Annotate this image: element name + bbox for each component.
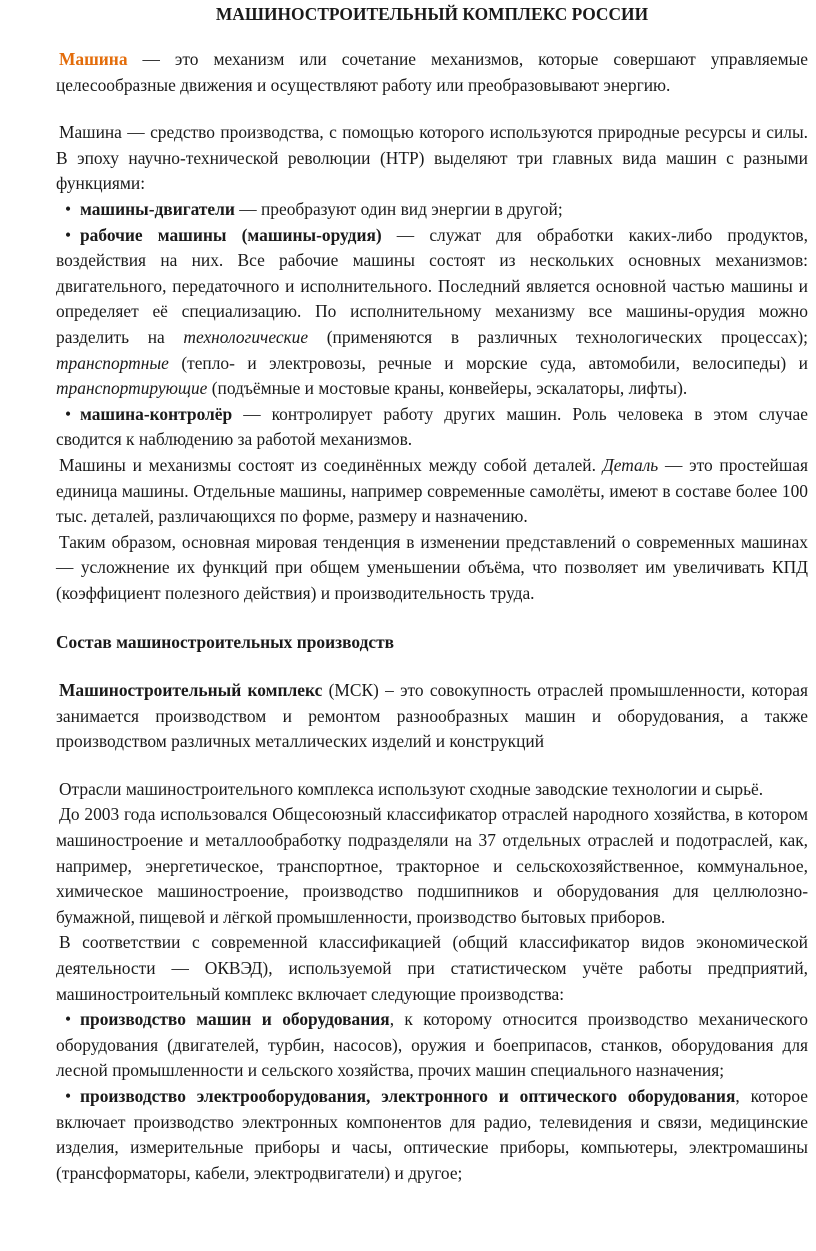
list-item-text: — контролирует работу других машин. Роль человека в этом случае сводится к наблюдению за работой механизмов. (56, 403, 808, 450)
page-title: МАШИНОСТРОИТЕЛЬНЫЙ КОМПЛЕКС РОССИИ (215, 4, 649, 24)
section-heading: Состав машиностроительных производств (56, 632, 395, 653)
term-conveying: транспортирующие (56, 378, 208, 399)
paragraph-msk-definition: Машиностроительный комплекс (МСК) – это совокупность отраслей промышленности, которая занимается производством и ремонтом разнообразных машин и оборудования, а также производством различных металлических изделий и конструкций (56, 680, 808, 752)
bullet-icon: • (64, 198, 72, 219)
paragraph-details: Машины и механизмы состоят из соединённых между собой деталей. Деталь — это простейшая единица машины. Отдельные машины, например современные самолёты, имеют в составе более 100 тыс. деталей, различающихся по форме, размеру и назначению. (56, 454, 808, 527)
list-item-controller (56, 402, 808, 453)
list-item-text: (применяются в различных технологических процессах); (308, 326, 809, 347)
term-detail: Деталь (602, 454, 659, 475)
paragraph-classifier-history: До 2003 года использовался Общесоюзный классификатор отраслей народного хозяйства, в котором машиностроение и металлообработку подразделяли на 37 отдельных отраслей и подотраслей, как, например, энергетическое, транспортное, тракторное и сельскохозяйственное, коммунальное, химическое машиностроение, производство подшипников и оборудования для целлюлозно-бумажной, пищевой и лёгкой промышленности, производство бытовых приборов. (56, 804, 808, 927)
paragraph-okved: В соответствии с современной классификацией (общий классификатор видов экономической деятельности — ОКВЭД), используемой при статистическом учёте работы предприятий, машиностроительный комплекс включает следующие производства: (56, 932, 808, 1004)
list-item-term: машины-двигатели (80, 198, 235, 219)
list-item-machinery (56, 1007, 808, 1084)
definition-machine (56, 47, 808, 98)
list-item-engines (56, 197, 808, 223)
list-item-text: — преобразуют один вид энергии в другой; (234, 198, 563, 219)
term-technological: технологические (183, 326, 309, 347)
paragraph-technologies: Отрасли машиностроительного комплекса используют сходные заводские технологии и сырьё. (59, 778, 764, 799)
definition-text: — это механизм или сочетание механизмов, которые совершают управляемые целесообразные движения и осуществляют работу или преобразовывают энергию. (56, 49, 808, 95)
bullet-icon: • (64, 403, 72, 424)
term-machine: Машина (59, 49, 128, 69)
bullet-icon: • (64, 224, 72, 245)
paragraph-means-of-production: Машина — средство производства, с помощью которого используются природные ресурсы и силы. В эпоху научно-технической революции (НТР) выделяют три главных вида машин с разными функциями: (56, 122, 808, 194)
list-item-text: (подъёмные и мостовые краны, конвейеры, эскалаторы, лифты). (207, 378, 688, 399)
term-transport: транспортные (56, 352, 169, 373)
list-item-text: , к которому относится производство механического оборудования (двигателей, турбин, насосов), оружия и боеприпасов, станков, оборудования для лесной промышленности и сельского хозяйства, прочих машин специального назначения; (56, 1009, 808, 1081)
list-item-text: (тепло- и электровозы, речные и морские суда, автомобили, велосипеды) и (168, 352, 808, 373)
paragraph-trend: Таким образом, основная мировая тенденция в изменении представлений о современных машинах — усложнение их функций при общем уменьшении объёма, что позволяет им увеличивать КПД (коэффициент полезного действия) и производительность труда. (56, 531, 808, 603)
bullet-icon: • (64, 1009, 72, 1030)
list-item-term: производство машин и оборудования (80, 1009, 390, 1030)
list-item-text: , которое включает производство электронных компонентов для радио, телевидения и связи, медицинские изделия, измерительные приборы и часы, оптические приборы, компьютеры, электромашины (трансформаторы, кабели, электродвигатели) и другое; (56, 1085, 808, 1183)
list-item-working-machines (56, 223, 808, 402)
list-item-text: — служат для обработки каких-либо продуктов, воздействия на них. Все рабочие машины состоят из нескольких основных механизмов: двигательного, передаточного и исполнительного. Последний является основной частью машины и определяет её специализацию. По исполнительному механизму все машины-орудия можно разделить на (56, 224, 808, 347)
list-item-term: машина-контролёр (80, 403, 233, 424)
list-item-electrical (56, 1084, 808, 1186)
list-item-term: производство электрооборудования, электронного и оптического оборудования (80, 1085, 736, 1106)
bullet-icon: • (64, 1085, 72, 1106)
list-item-term: рабочие машины (машины-орудия) (80, 224, 382, 245)
term-msk: Машиностроительный комплекс (59, 680, 323, 701)
